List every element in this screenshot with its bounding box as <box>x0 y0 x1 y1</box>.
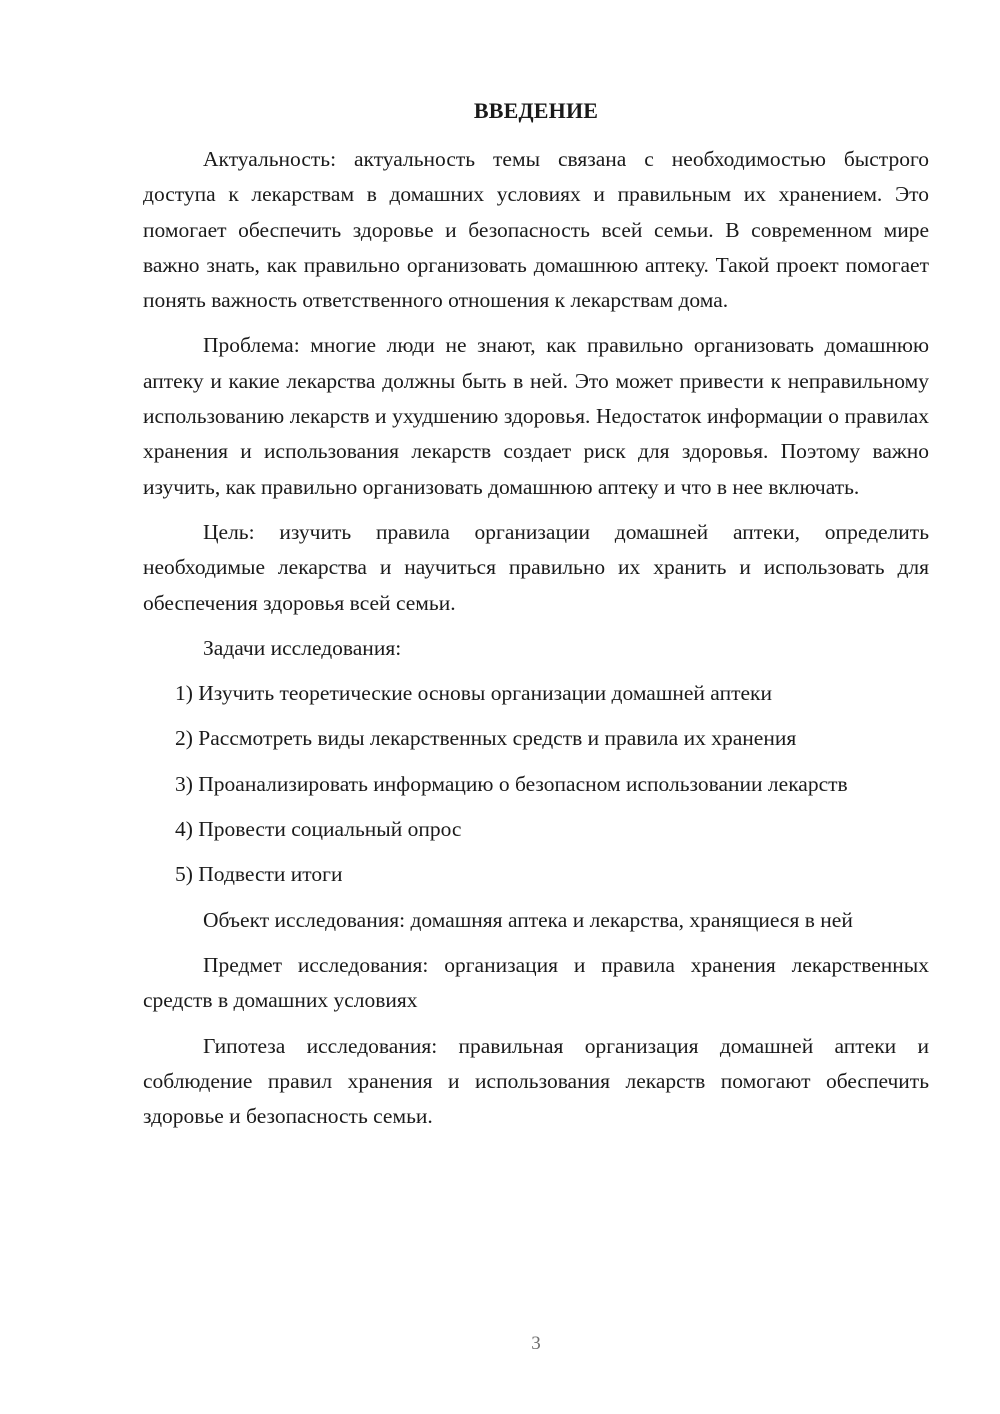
paragraph-goal: Цель: изучить правила организации домашней аптеки, определить необходимые лекарства и научиться правильно их хранить и использовать для обеспечения здоровья всей семьи. <box>143 519 929 615</box>
task-item-1: 1) Изучить теоретические основы организации домашней аптеки <box>175 681 772 706</box>
task-item-3: 3) Проанализировать информацию о безопасном использовании лекарств <box>175 771 848 796</box>
paragraph-hypothesis: Гипотеза исследования: правильная организация домашней аптеки и соблюдение правил хранения и использования лекарств помогают обеспечить здоровье и безопасность семьи. <box>143 1033 929 1129</box>
paragraph-relevance: Актуальность: актуальность темы связана с необходимостью быстрого доступа к лекарствам в домашних условиях и правильным их хранением. Это помогает обеспечить здоровье и безопасность всей семьи. В современном мире важно знать, как правильно организовать домашнюю аптеку. Такой проект помогает понять важность ответственного отношения к лекарствам дома. <box>143 147 929 313</box>
task-item-5: 5) Подвести итоги <box>175 862 343 887</box>
task-item-4: 4) Провести социальный опрос <box>175 817 462 842</box>
document-body <box>143 94 929 1144</box>
paragraph-subject: Предмет исследования: организация и правила хранения лекарственных средств в домашних условиях <box>143 952 929 1013</box>
task-item-2: 2) Рассмотреть виды лекарственных средств и правила их хранения <box>175 726 797 751</box>
page-number: 3 <box>531 1333 541 1354</box>
paragraph-problem: Проблема: многие люди не знают, как правильно организовать домашнюю аптеку и какие лекарства должны быть в ней. Это может привести к неправильному использованию лекарств и ухудшению здоровья. Недостаток информации о правилах хранения и использования лекарств создает риск для здоровья. Поэтому важно изучить, как правильно организовать домашнюю аптеку и что в нее включать. <box>143 333 929 499</box>
tasks-heading: Задачи исследования: <box>203 635 402 660</box>
paragraph-object: Объект исследования: домашняя аптека и лекарства, хранящиеся в ней <box>203 907 853 932</box>
page-title: ВВЕДЕНИЕ <box>473 98 599 123</box>
